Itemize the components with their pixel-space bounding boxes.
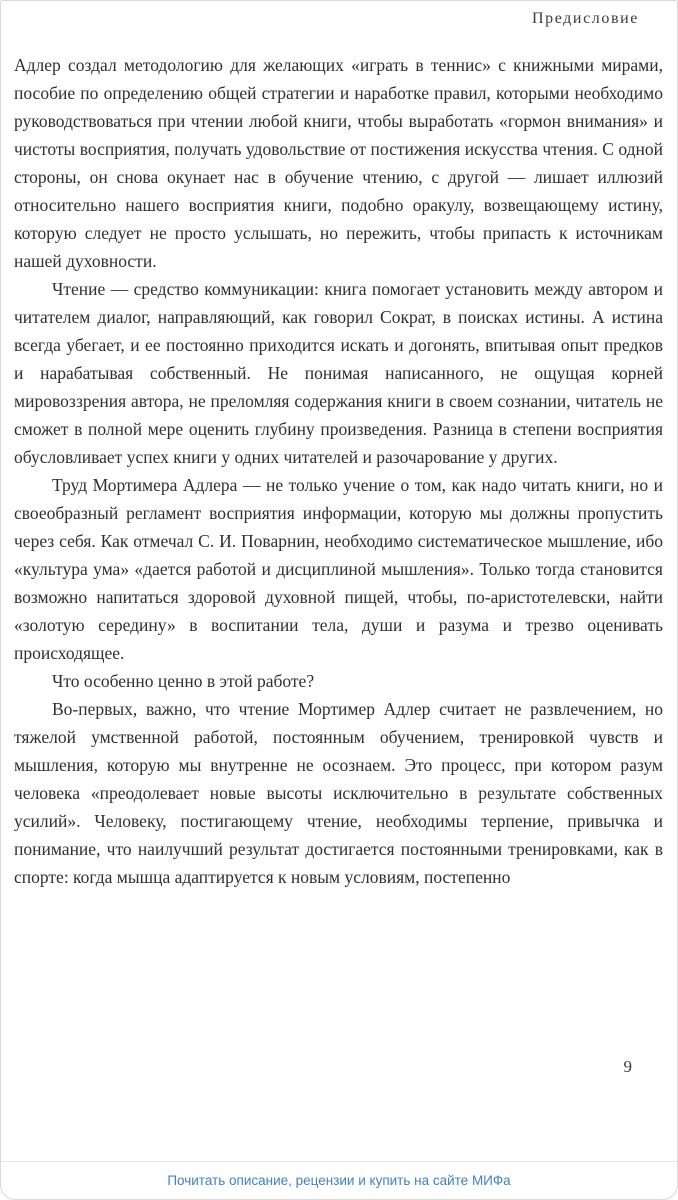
paragraph: Что особенно ценно в этой работе?: [52, 671, 315, 691]
paragraph: Адлер создал методологию для желающих «играть в теннис» с книжными мирами, пособие по определению общей стратегии и наработке правил, которыми необходимо руководствоваться при чтении любой книги, чтобы выработать «гормон внимания» и чистоты восприятия, получать удовольствие от постижения искусства чтения. С одной стороны, он снова окунает нас в обучение чтению, с другой — лишает иллюзий относительно нашего восприятия книги, подобно оракулу, возвещающему истину, которую следует не просто услышать, но пережить, чтобы припасть к источникам нашей духовности.: [14, 55, 663, 271]
page-content: [1, 51, 677, 891]
page-header: [1, 1, 677, 51]
paragraph: Труд Мортимера Адлера — не только учение о том, как надо читать книги, но и своеобразный регламент восприятия информации, которую мы должны пропустить через себя. Как отмечал С. И. Поварнин, необходимо систематическое мышление, ибо «культура ума» «дается работой и дисциплиной мышления». Только тогда становится возможно напитаться здоровой духовной пищей, чтобы, по-аристотелевски, найти «золотую середину» в воспитании тела, души и разума и трезво оценивать происходящее.: [14, 475, 663, 663]
page-number-row: [1, 1057, 677, 1161]
footer-bar: [1, 1161, 677, 1199]
paragraph: Чтение — средство коммуникации: книга помогает установить между автором и читателем диалог, направляющий, как говорил Сократ, в поисках истины. А истина всегда убегает, и ее постоянно приходится искать и догонять, впитывая опыт предков и нарабатывая собственный. Не понимая написанного, не ощущая корней мировоззрения автора, не преломляя содержания книги в своем сознании, читатель не сможет в полной мере оценить глубину произведения. Разница в степени восприятия обусловливает успех книги у одних читателей и разочарование у других.: [14, 279, 663, 467]
footer-buy-link[interactable]: Почитать описание, рецензии и купить на сайте МИФа: [167, 1173, 511, 1188]
page-number: 9: [623, 1057, 632, 1076]
paragraph: Во-первых, важно, что чтение Мортимер Адлер считает не развлечением, но тяжелой умственной работой, постоянным обучением, тренировкой чувств и мышления, которую мы внутренне не осознаем. Это процесс, при котором разум человека «преодолевает новые высоты исключительно в результате собственных усилий». Человеку, постигающему чтение, необходимы терпение, привычка и понимание, что наилучший результат достигается постоянными тренировками, как в спорте: когда мышца адаптируется к новым условиям, постепенно: [14, 699, 663, 887]
chapter-title: Предисловие: [531, 10, 639, 27]
